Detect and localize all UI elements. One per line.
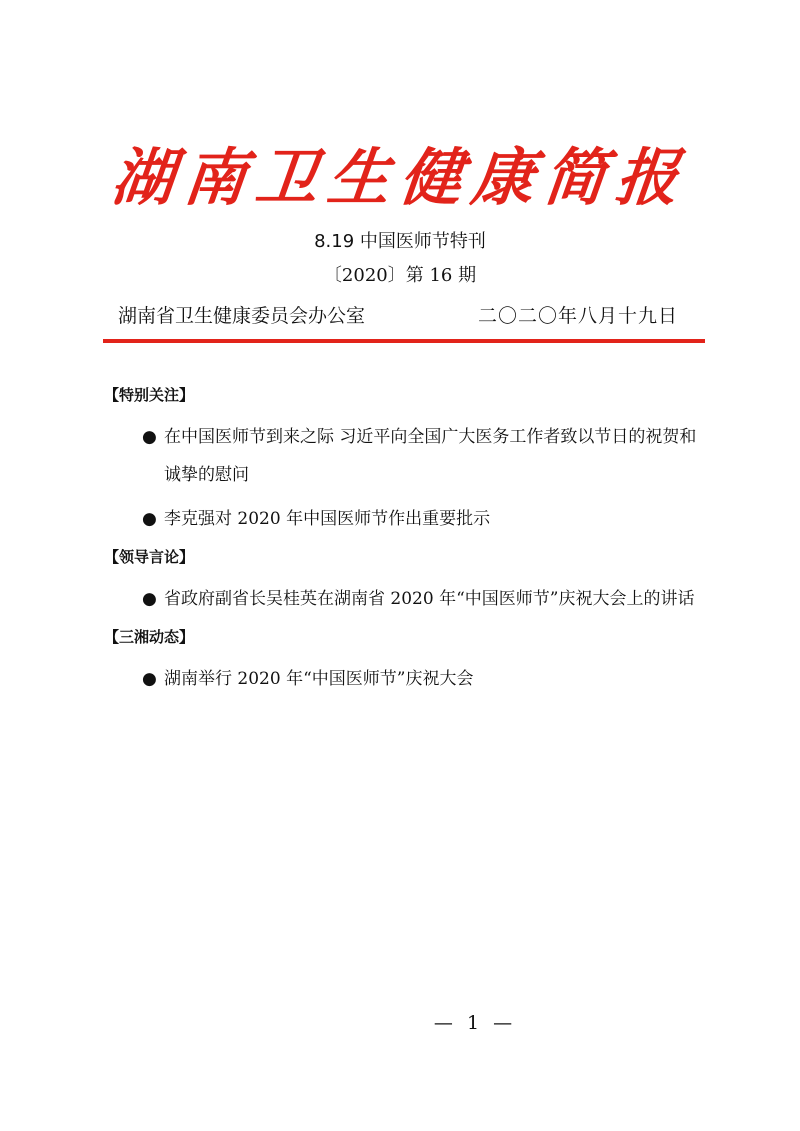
section-special-focus xyxy=(104,382,704,538)
section-header: 【领导言论】 xyxy=(104,548,195,566)
bullet-icon: ● xyxy=(142,509,157,529)
special-issue-subtitle: 8.19 中国医师节特刊 xyxy=(314,231,486,252)
issuing-office: 湖南省卫生健康委员会办公室 xyxy=(118,305,366,327)
page-number: — 1 — xyxy=(433,1012,517,1034)
red-divider-line xyxy=(103,339,705,343)
list-item-text: 湖南举行 2020 年“中国医师节”庆祝大会 xyxy=(164,669,474,689)
bullet-icon: ● xyxy=(142,589,157,609)
list-item[interactable] xyxy=(104,660,704,698)
section-sanxiang-news xyxy=(104,624,704,698)
section-leader-remarks xyxy=(104,544,704,618)
bullet-icon: ● xyxy=(142,669,157,689)
issue-date: 二〇二〇年八月十九日 xyxy=(478,305,679,327)
table-of-contents xyxy=(104,382,704,698)
section-header: 【三湘动态】 xyxy=(104,628,195,646)
list-item[interactable] xyxy=(104,500,704,538)
issue-number: 〔2020〕第 16 期 xyxy=(323,265,477,286)
list-item-text: 李克强对 2020 年中国医师节作出重要批示 xyxy=(164,509,491,529)
list-item-text: 在中国医师节到来之际 习近平向全国广大医务工作者致以节日的祝贺和诚挚的慰问 xyxy=(164,427,697,485)
list-item[interactable] xyxy=(104,580,704,618)
list-item[interactable] xyxy=(104,418,704,494)
bullet-icon: ● xyxy=(142,427,157,447)
section-header: 【特别关注】 xyxy=(104,386,195,404)
list-item-text: 省政府副省长吴桂英在湖南省 2020 年“中国医师节”庆祝大会上的讲话 xyxy=(164,589,695,609)
masthead-title: 湖南卫生健康简报 xyxy=(108,141,692,214)
